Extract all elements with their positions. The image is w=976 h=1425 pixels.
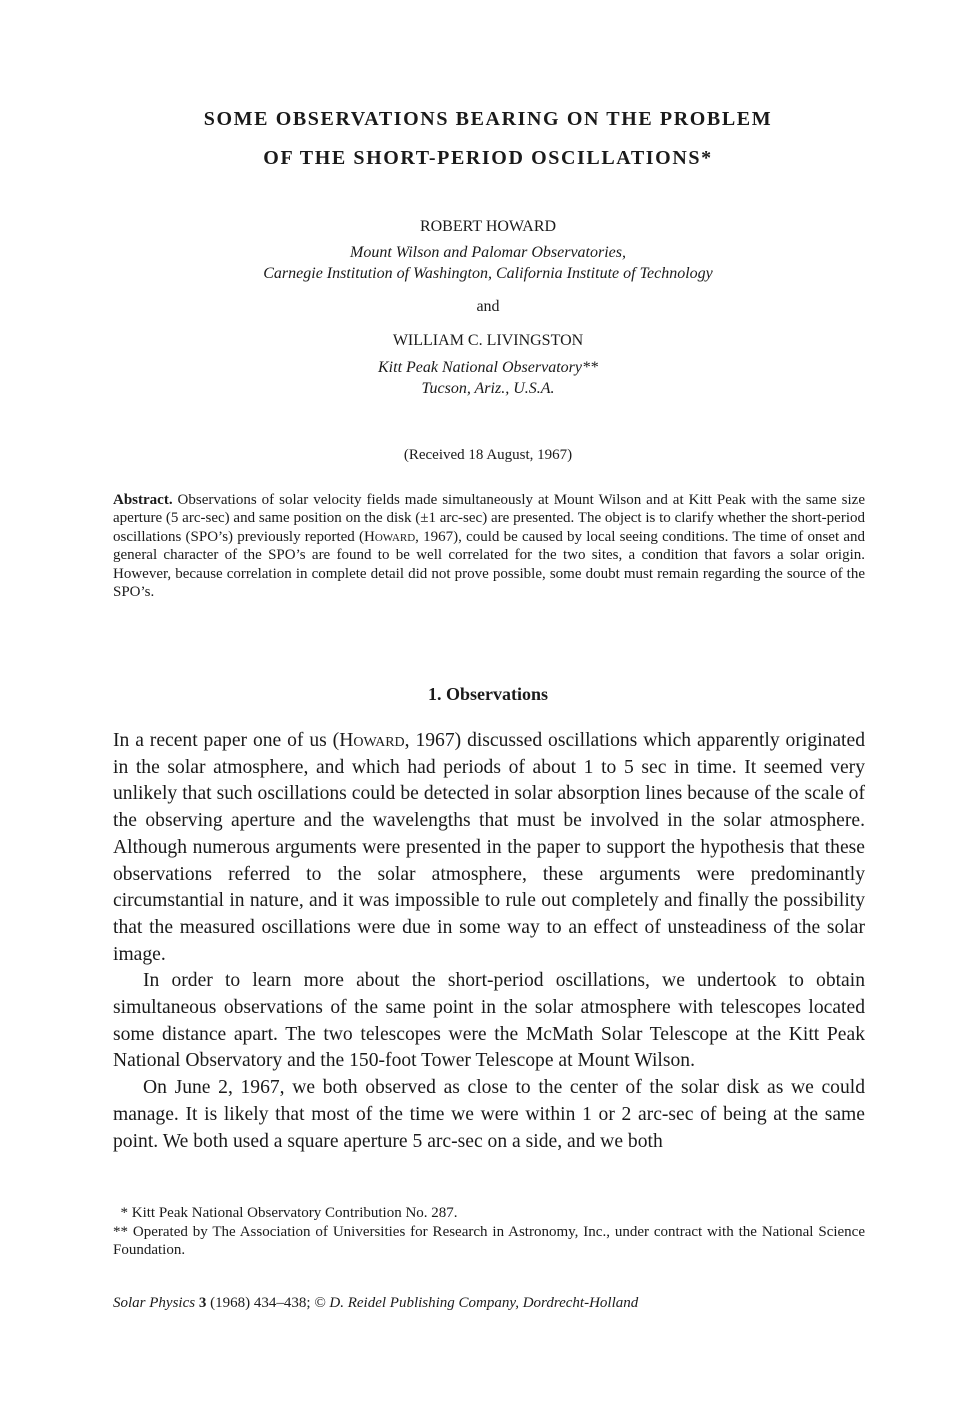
- footnote-2: ** Operated by The Association of Universities for Research in Astronomy, Inc., under contract with the National Science Foundation.: [113, 1223, 865, 1258]
- footnotes: [113, 1204, 865, 1260]
- title-line-2: OF THE SHORT-PERIOD OSCILLATIONS*: [263, 147, 713, 169]
- paragraph-1: [113, 728, 865, 968]
- author-2-name: WILLIAM C. LIVINGSTON: [392, 332, 584, 349]
- abstract-text-1: Observations of solar velocity fields made simultaneously at Mount Wilson and at Kitt Peak with the same size aperture (5 arc-sec) and same position on the disk (±1 arc-sec) are presented. The object is to clarify whether the short-period oscillations (SPO’s) previously reported (: [113, 492, 865, 545]
- author-2-affiliation-line-2: Tucson, Ariz., U.S.A.: [421, 380, 555, 397]
- author-1-affiliation-line-2: Carnegie Institution of Washington, California Institute of Technology: [263, 265, 713, 282]
- received-date: (Received 18 August, 1967): [403, 447, 573, 463]
- paragraph-1-citation: Howard: [339, 730, 405, 751]
- journal-name: Solar Physics: [113, 1295, 199, 1311]
- journal-copyright: © D. Reidel Publishing Company, Dordrecht-Holland: [314, 1295, 639, 1311]
- abstract-citation: Howard: [364, 528, 416, 545]
- paragraph-3: On June 2, 1967, we both observed as close to the center of the solar disk as we could manage. It is likely that most of the time we were within 1 or 2 arc-sec of being at the same point. We both used a square aperture 5 arc-sec on a side, and we both: [113, 1077, 865, 1152]
- abstract-label: Abstract.: [113, 492, 173, 508]
- footnote-1: * Kitt Peak National Observatory Contribution No. 287.: [113, 1205, 458, 1221]
- author-1-affiliation-line-1: Mount Wilson and Palomar Observatories,: [350, 244, 626, 261]
- paragraph-1-text-1: In a recent paper one of us (: [113, 730, 340, 751]
- journal-year-pages: (1968) 434–438;: [206, 1295, 315, 1311]
- abstract-text-2: , 1967), could be caused by local seeing conditions. The time of onset and general character of the SPO’s are found to be well correlated for the two sites, a condition that favors a solar origin. However, because correlation in complete detail did not prove possible, some doubt must remain regarding the source of the SPO’s.: [113, 528, 865, 601]
- body-text: [113, 728, 865, 1155]
- title-line-1: SOME OBSERVATIONS BEARING ON THE PROBLEM: [203, 108, 773, 130]
- paragraph-1-text-2: , 1967) discussed oscillations which apparently originated in the solar atmosphere, and which had periods of about 1 to 5 sec in time. It seemed very unlikely that such oscillations could be detected in solar absorption lines because of the scale of the observing aperture and the wavelengths that must be involved in the solar atmosphere. Although numerous arguments were presented in the paper to support the hypothesis that these observations referred to the solar atmosphere, these arguments were predominantly circumstantial in nature, and it was impossible to rule out completely and finally the possibility that the measured oscillations were due in some way to an effect of unsteadiness of the solar image.: [113, 730, 865, 965]
- abstract: [113, 491, 865, 601]
- journal-volume: 3: [198, 1295, 207, 1311]
- section-heading: 1. Observations: [427, 684, 548, 704]
- journal-citation: [113, 1295, 638, 1312]
- author-conjunction: and: [476, 298, 500, 315]
- author-2-affiliation-line-1: Kitt Peak National Observatory**: [378, 359, 598, 376]
- paragraph-2: In order to learn more about the short-period oscillations, we undertook to obtain simultaneous observations of the same point in the solar atmosphere with telescopes located some distance apart. The two telescopes were the McMath Solar Telescope at the Kitt Peak National Observatory and the 150-foot Tower Telescope at Mount Wilson.: [113, 970, 865, 1072]
- author-1-name: ROBERT HOWARD: [419, 218, 557, 235]
